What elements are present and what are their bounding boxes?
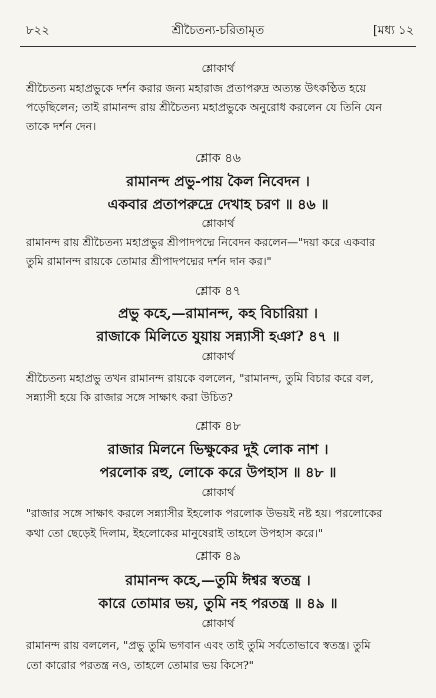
translation-label: শ্লোকার্থ: [201, 617, 235, 630]
header-rule: [20, 46, 416, 47]
translation-line: শ্রীচৈতন্য মহাপ্রভুকে দর্শন করার জন্য মহারাজ প্রতাপরুদ্র অত্যন্ত উৎকণ্ঠিত হয়ে: [26, 82, 366, 95]
verse-heading: শ্লোক ৪৭: [195, 283, 241, 298]
translation-line: তাকে দর্শন দেন।: [26, 120, 97, 133]
translation-line: সন্ন্যাসী হয়ে কি রাজার সঙ্গে সাক্ষাৎ করা উচিত?: [26, 391, 233, 404]
verse-line: রামানন্দ কহে,—তুমি ঈশ্বর স্বতন্ত্র ।: [125, 573, 311, 589]
verse-line: রাজাকে মিলিতে যুয়ায় সন্ন্যাসী হঞা? ৪৭ ॥: [96, 329, 340, 345]
verse-heading: শ্লোক ৪৬: [195, 150, 241, 165]
verse-line: কারে তোমার ভয়, তুমি নহ পরতন্ত্র ॥ ৪৯ ॥: [98, 596, 338, 612]
translation-line: কথা তো ছেড়েই দিলাম, ইহলোকের মানুষেরাই তাহলে উপহাস করে।": [26, 527, 323, 540]
translation-line: পড়েছিলেন; তাই রামানন্দ রায় শ্রীচৈতন্য মহাপ্রভুকে অনুরোধ করলেন যে তিনি যেন: [26, 101, 382, 114]
translation-line: রামানন্দ রায় বললেন, "প্রভু তুমি ভগবান এবং তাই তুমি সর্বতোভাবে স্বতন্ত্র। তুমি: [26, 639, 371, 652]
translation-label: শ্লোকার্থ: [201, 486, 235, 499]
verse-line: একবার প্রতাপরুদ্রে দেখাহ চরণ ॥ ৪৬ ॥: [107, 197, 329, 213]
translation-label: শ্লোকার্থ: [201, 62, 235, 75]
verse-heading: শ্লোক ৪৯: [195, 548, 241, 563]
translation-line: "রাজার সঙ্গে সাক্ষাৎ করলে সন্ন্যাসীর ইহলোক পরলোক উভয়ই নষ্ট হয়। পরলোকের: [26, 507, 383, 520]
verse-line: রাজার মিলনে ভিক্ষুকের দুই লোক নাশ ।: [107, 442, 329, 458]
verse-line: পরলোক রহু, লোকে করে উপহাস ॥ ৪৮ ॥: [99, 465, 337, 481]
running-title: শ্রীচৈতন্য-চরিতামৃত: [171, 23, 265, 37]
translation-line: শ্রীচৈতন্য মহাপ্রভু তখন রামানন্দ রায়কে বললেন, "রামানন্দ, তুমি বিচার করে বল,: [26, 372, 374, 385]
translation-line: তুমি রামানন্দ রায়কে তোমার শ্রীপাদপদ্মের দর্শন দান কর।": [26, 255, 272, 268]
page-number: ৮২২: [26, 23, 50, 37]
translation-label: শ্লোকার্থ: [201, 350, 235, 363]
translation-line: তো কারোর পরতন্ত্র নও, তাহলে তোমার ভয় কিসে?": [26, 659, 254, 672]
translation-line: রামানন্দ রায় শ্রীচৈতন্য মহাপ্রভুর শ্রীপাদপদ্মে নিবেদন করলেন—"দয়া করে একবার: [26, 236, 376, 249]
translation-label: শ্লোকার্থ: [201, 217, 235, 230]
section-marker: [মধ্য ১২: [373, 23, 414, 37]
verse-heading: শ্লোক ৪৮: [195, 418, 241, 433]
verse-line: রামানন্দ প্রভু-পায় কৈল নিবেদন ।: [126, 174, 310, 190]
verse-line: প্রভু কহে,—রামানন্দ, কহ বিচারিয়া ।: [118, 306, 318, 322]
